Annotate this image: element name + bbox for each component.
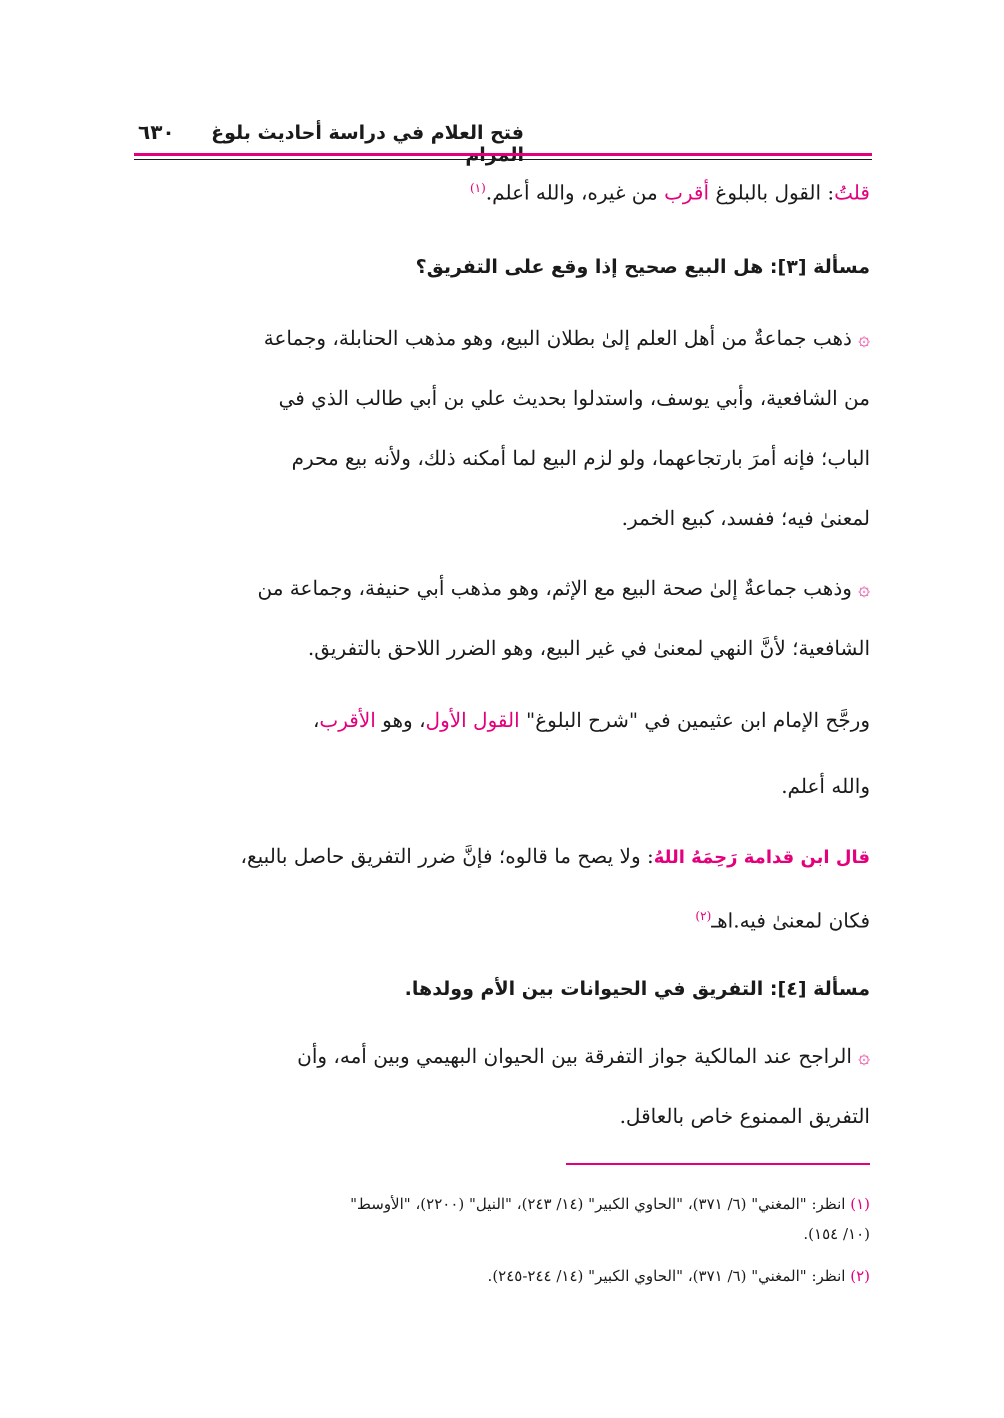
para1-line-3: الباب؛ فإنه أمرَ بارتجاعهما، ولو لزم البيع لما أمكنه ذلك، ولأنه بيع محرم — [291, 446, 870, 470]
para1-line-2: من الشافعية، وأبي يوسف، واستدلوا بحديث علي بن أبي طالب الذي في — [278, 386, 870, 410]
footnote-1-number: (١) — [850, 1195, 870, 1213]
footnote-2 — [134, 1262, 870, 1290]
para5-line-2: التفريق الممنوع خاص بالعاقل. — [619, 1104, 870, 1128]
para1-line-4: لمعنىٰ فيه؛ ففسد، كبيع الخمر. — [621, 506, 870, 530]
issue-3-title: هل البيع صحيح إذا وقع على التفريق؟ — [415, 256, 764, 278]
para5-line-1 — [134, 1036, 870, 1076]
footnote-1-text: انظر: "المغني" (٦/ ٣٧١)، "الحاوي الكبير" (١٤/ ٢٤٣)، "النيل" (٢٢٠٠)، "الأوسط" — [350, 1195, 846, 1213]
footnote-1 — [134, 1190, 870, 1218]
page-number: ٦٣٠ — [138, 120, 175, 144]
para4-line-2 — [134, 896, 870, 936]
footnote-ref-1: (١) — [469, 181, 486, 195]
para4-text-2: فكان لمعنىٰ فيه.اهـ — [711, 908, 870, 933]
para3-book: "شرح البلوغ" — [526, 708, 639, 732]
header-rule-accent — [134, 153, 872, 156]
qult-label: قلتُ — [834, 180, 870, 205]
para1-line-1 — [134, 318, 870, 358]
qult-line — [134, 168, 870, 208]
issue-3-label: مسألة [٣]: — [769, 256, 870, 278]
para2-line-1 — [134, 568, 870, 608]
qult-highlight: أقرب — [664, 180, 710, 205]
issue-4-heading — [134, 978, 870, 1000]
para3-line-1 — [134, 700, 870, 740]
para3-text-2: ، وهو — [375, 708, 426, 732]
footnote-2-number: (٢) — [850, 1267, 870, 1285]
para4-text-1: : ولا يصح ما قالوه؛ فإنَّ ضرر التفريق حاصل بالبيع، — [240, 844, 654, 868]
footnote-rule — [566, 1163, 870, 1165]
para3-highlight-first-view: القول الأول — [425, 708, 527, 732]
para5-text-1: الراجح عند المالكية جواز التفرقة بين الحيوان البهيمي وبين أمه، وأن — [297, 1044, 852, 1068]
footnote-1-cont: (١٠/ ١٥٤). — [803, 1225, 870, 1243]
para2-text-1: وذهب جماعةٌ إلىٰ صحة البيع مع الإثم، وهو مذهب أبي حنيفة، وجماعة من — [257, 576, 852, 600]
issue-4-label: مسألة [٤]: — [769, 978, 870, 1000]
rosette-icon: ۞ — [858, 576, 870, 600]
issue-4-title: التفريق في الحيوانات بين الأم وولدها. — [404, 978, 764, 1000]
para2-line-2: الشافعية؛ لأنَّ النهي لمعنىٰ في غير البيع، وهو الضرر اللاحق بالتفريق. — [307, 636, 870, 660]
rosette-icon: ۞ — [858, 1044, 870, 1068]
issue-3-heading — [134, 256, 870, 278]
para3-line-2: والله أعلم. — [781, 774, 870, 798]
para3-text: ورجَّح الإمام ابن عثيمين في — [638, 708, 870, 732]
footnote-ref-2: (٢) — [695, 909, 712, 923]
qult-text-before: : القول بالبلوغ — [709, 180, 835, 205]
rosette-icon: ۞ — [858, 326, 870, 350]
para3-text-3: ، — [312, 708, 320, 732]
para4-line-1 — [134, 836, 870, 876]
running-header-title: فتح العلام في دراسة أحاديث بلوغ — [211, 122, 524, 144]
para1-text-1: ذهب جماعةٌ من أهل العلم إلىٰ بطلان البيع، وهو مذهب الحنابلة، وجماعة — [263, 326, 852, 350]
qult-text-after: من غيره، والله أعلم. — [485, 180, 665, 205]
ibn-qudama-label: قال ابن قدامة رَحِمَهُ اللهُ — [653, 847, 870, 868]
header-rule — [134, 159, 872, 160]
footnote-2-text: انظر: "المغني" (٦/ ٣٧١)، "الحاوي الكبير" (١٤/ ٢٤٤-٢٤٥). — [487, 1267, 846, 1285]
para3-highlight-closest: الأقرب — [319, 708, 376, 732]
